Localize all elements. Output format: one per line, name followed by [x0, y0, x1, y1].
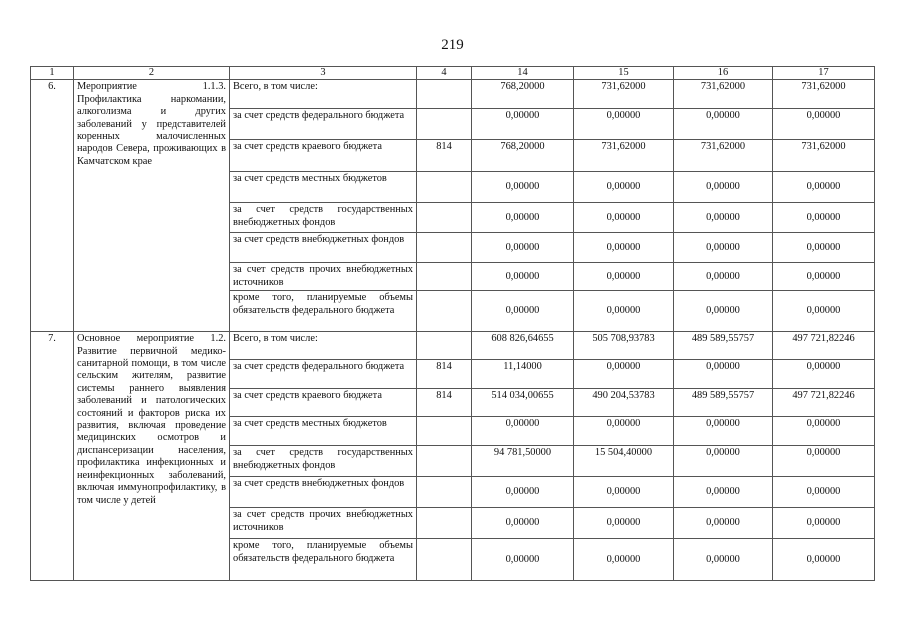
budget-code	[417, 539, 472, 581]
amount-cell: 0,00000	[574, 233, 674, 263]
amount-cell: 0,00000	[773, 291, 875, 332]
amount-cell: 15 504,40000	[574, 446, 674, 477]
amount-cell: 0,00000	[773, 109, 875, 140]
amount-cell: 0,00000	[574, 172, 674, 203]
budget-table	[30, 66, 875, 581]
amount-cell: 0,00000	[773, 233, 875, 263]
amount-cell: 0,00000	[773, 446, 875, 477]
header-cell: 16	[674, 67, 773, 80]
funding-source: Всего, в том числе:	[230, 80, 417, 109]
amount-cell: 731,62000	[574, 80, 674, 109]
amount-cell: 0,00000	[472, 477, 574, 508]
amount-cell: 0,00000	[674, 508, 773, 539]
amount-cell: 0,00000	[674, 172, 773, 203]
amount-cell: 0,00000	[574, 203, 674, 233]
funding-source: за счет средств местных бюджетов	[230, 172, 417, 203]
amount-cell: 489 589,55757	[674, 332, 773, 360]
amount-cell: 0,00000	[472, 233, 574, 263]
amount-cell: 0,00000	[574, 477, 674, 508]
measure-description: Мероприятие 1.1.3. Профилактика наркомании, алкоголизма и других заболеваний у представителей коренных малочисленных народов Севера, проживающих в Камчатском крае	[74, 80, 230, 332]
amount-cell: 768,20000	[472, 140, 574, 172]
amount-cell: 0,00000	[773, 477, 875, 508]
amount-cell: 0,00000	[674, 446, 773, 477]
funding-source: за счет средств прочих внебюджетных источников	[230, 508, 417, 539]
header-cell: 3	[230, 67, 417, 80]
amount-cell: 514 034,00655	[472, 389, 574, 417]
amount-cell: 489 589,55757	[674, 389, 773, 417]
amount-cell: 0,00000	[472, 539, 574, 581]
budget-code: 814	[417, 389, 472, 417]
amount-cell: 0,00000	[674, 360, 773, 389]
amount-cell: 0,00000	[574, 109, 674, 140]
amount-cell: 0,00000	[773, 508, 875, 539]
amount-cell: 0,00000	[574, 291, 674, 332]
amount-cell: 0,00000	[773, 263, 875, 291]
amount-cell: 0,00000	[472, 291, 574, 332]
amount-cell: 490 204,53783	[574, 389, 674, 417]
funding-source: кроме того, планируемые объемы обязательств федерального бюджета	[230, 539, 417, 581]
budget-code	[417, 477, 472, 508]
amount-cell: 731,62000	[674, 80, 773, 109]
amount-cell: 0,00000	[472, 508, 574, 539]
amount-cell: 505 708,93783	[574, 332, 674, 360]
amount-cell: 0,00000	[674, 203, 773, 233]
amount-cell: 497 721,82246	[773, 332, 875, 360]
amount-cell: 731,62000	[674, 140, 773, 172]
amount-cell: 0,00000	[674, 291, 773, 332]
funding-source: за счет средств прочих внебюджетных источников	[230, 263, 417, 291]
amount-cell: 11,14000	[472, 360, 574, 389]
amount-cell: 731,62000	[574, 140, 674, 172]
budget-code	[417, 508, 472, 539]
budget-code	[417, 172, 472, 203]
amount-cell: 768,20000	[472, 80, 574, 109]
amount-cell: 731,62000	[773, 140, 875, 172]
funding-source: кроме того, планируемые объемы обязательств федерального бюджета	[230, 291, 417, 332]
amount-cell: 0,00000	[574, 508, 674, 539]
amount-cell: 0,00000	[674, 109, 773, 140]
amount-cell: 0,00000	[674, 233, 773, 263]
amount-cell: 0,00000	[472, 109, 574, 140]
funding-source: за счет средств местных бюджетов	[230, 417, 417, 446]
funding-source: за счет средств внебюджетных фондов	[230, 233, 417, 263]
funding-source: за счет средств внебюджетных фондов	[230, 477, 417, 508]
amount-cell: 0,00000	[773, 360, 875, 389]
table-body	[31, 67, 875, 581]
amount-cell: 0,00000	[674, 263, 773, 291]
header-cell: 14	[472, 67, 574, 80]
funding-source: Всего, в том числе:	[230, 332, 417, 360]
amount-cell: 0,00000	[574, 360, 674, 389]
budget-code	[417, 109, 472, 140]
amount-cell: 0,00000	[472, 417, 574, 446]
table-row	[31, 332, 875, 360]
budget-code	[417, 417, 472, 446]
amount-cell: 0,00000	[472, 203, 574, 233]
budget-code: 814	[417, 140, 472, 172]
table-row	[31, 80, 875, 109]
header-cell: 17	[773, 67, 875, 80]
budget-code	[417, 332, 472, 360]
header-cell: 15	[574, 67, 674, 80]
header-cell: 2	[74, 67, 230, 80]
row-number: 6.	[31, 80, 74, 332]
amount-cell: 731,62000	[773, 80, 875, 109]
amount-cell: 0,00000	[574, 417, 674, 446]
funding-source: за счет средств государственных внебюджетных фондов	[230, 446, 417, 477]
amount-cell: 0,00000	[773, 172, 875, 203]
amount-cell: 0,00000	[773, 203, 875, 233]
amount-cell: 497 721,82246	[773, 389, 875, 417]
amount-cell: 0,00000	[574, 263, 674, 291]
amount-cell: 0,00000	[674, 417, 773, 446]
amount-cell: 0,00000	[674, 477, 773, 508]
budget-code	[417, 263, 472, 291]
header-cell: 4	[417, 67, 472, 80]
amount-cell: 0,00000	[773, 539, 875, 581]
amount-cell: 0,00000	[773, 417, 875, 446]
amount-cell: 608 826,64655	[472, 332, 574, 360]
header-cell: 1	[31, 67, 74, 80]
budget-code: 814	[417, 360, 472, 389]
amount-cell: 0,00000	[472, 263, 574, 291]
funding-source: за счет средств федерального бюджета	[230, 109, 417, 140]
budget-code	[417, 80, 472, 109]
budget-code	[417, 203, 472, 233]
header-row	[31, 67, 875, 80]
amount-cell: 0,00000	[472, 172, 574, 203]
funding-source: за счет средств федерального бюджета	[230, 360, 417, 389]
funding-source: за счет средств государственных внебюджетных фондов	[230, 203, 417, 233]
amount-cell: 94 781,50000	[472, 446, 574, 477]
measure-description: Основное мероприятие 1.2. Развитие первичной медико-санитарной помощи, в том числе сельским жителям, развитие системы раннего выявления заболеваний и патологических состояний и факторов риска их развития, включая проведение медицинских осмотров и диспансеризации населения, профилактика инфекционных и неинфекционных заболеваний, включая иммунопрофилактику, в том числе у детей	[74, 332, 230, 581]
row-number: 7.	[31, 332, 74, 581]
budget-code	[417, 291, 472, 332]
amount-cell: 0,00000	[674, 539, 773, 581]
funding-source: за счет средств краевого бюджета	[230, 140, 417, 172]
budget-code	[417, 233, 472, 263]
funding-source: за счет средств краевого бюджета	[230, 389, 417, 417]
page-number: 219	[441, 37, 464, 53]
amount-cell: 0,00000	[574, 539, 674, 581]
budget-code	[417, 446, 472, 477]
